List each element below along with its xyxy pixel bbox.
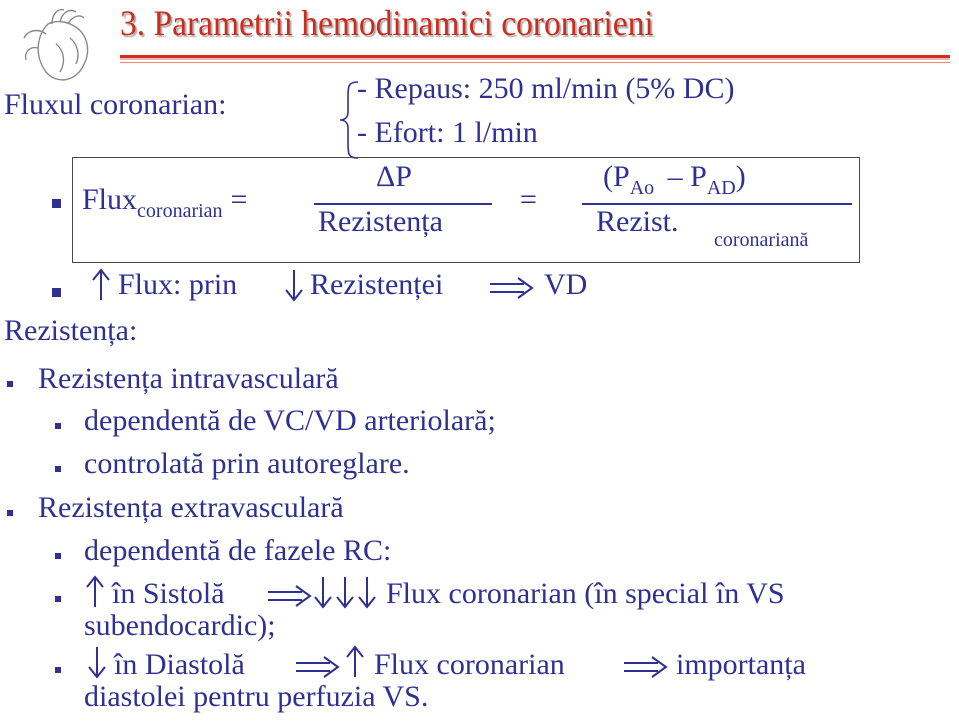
implies-arrow-icon	[488, 276, 536, 300]
diastola-flux-text: Flux coronarian	[374, 648, 565, 681]
dependenta-vc-text: dependentă de VC/VD arteriolară;	[84, 404, 496, 437]
formula-eq2: =	[520, 183, 537, 216]
vd-text: VD	[544, 268, 588, 301]
sistola-rest-text: Flux coronarian (în special în VS	[386, 577, 785, 610]
diastola-cont-text: diastolei pentru perfuzia VS.	[84, 680, 429, 713]
bullet	[55, 423, 61, 429]
importanta-text: importanța	[676, 648, 806, 681]
implies-arrow-icon	[622, 655, 670, 679]
bullet	[55, 466, 61, 472]
arrow-down-icon	[283, 268, 305, 302]
formula-pressure-diff: $(P_{Ao} - P_{AD})$	[603, 160, 746, 199]
flux-prin-text: Flux: prin	[118, 268, 238, 301]
formula-flux: Flux$_{coronarian}$ =	[82, 183, 248, 222]
formula-rezist: Rezist.	[596, 205, 679, 238]
arrow-down-icon	[86, 645, 108, 679]
dependenta-faze-text: dependentă de fazele RC:	[84, 534, 392, 567]
arrow-down-icon	[334, 575, 356, 609]
page-title: 3. Parametrii hemodinamici coronarieni	[120, 3, 654, 43]
bullet	[52, 199, 61, 208]
arrow-up-icon	[344, 645, 366, 679]
efort-line: - Efort: 1 l/min	[357, 116, 538, 149]
arrow-down-icon	[312, 575, 334, 609]
arrow-up-icon	[90, 268, 112, 302]
bullet	[7, 381, 13, 387]
flux-label: Fluxul coronarian:	[4, 88, 227, 121]
in-diastola-text: în Diastolă	[114, 648, 245, 681]
rezistentei-text: Rezistenței	[310, 268, 444, 301]
sistola-cont-text: subendocardic);	[84, 609, 276, 642]
in-sistola-text: în Sistolă	[112, 577, 225, 610]
extravasculara-text: Rezistența extravasculară	[38, 491, 344, 524]
formula-coronariana: coronariană	[714, 229, 809, 251]
bullet	[7, 510, 13, 516]
bullet	[52, 288, 61, 297]
implies-arrow-icon	[266, 584, 314, 608]
title-divider	[120, 55, 950, 58]
formula-delta-p: ΔP	[376, 160, 412, 193]
rezistenta-heading: Rezistența:	[4, 314, 138, 347]
arrow-down-icon	[356, 575, 378, 609]
heart-sketch-icon	[8, 4, 118, 86]
arrow-up-icon	[84, 575, 106, 609]
repaus-line: - Repaus: 250 ml/min (5% DC)	[357, 72, 735, 105]
intravasculara-text: Rezistența intravasculară	[38, 362, 339, 395]
bullet	[55, 553, 61, 559]
title-divider-shadow	[120, 62, 950, 63]
bullet	[55, 667, 61, 673]
controlata-text: controlată prin autoreglare.	[84, 447, 410, 480]
bullet	[55, 596, 61, 602]
formula-rezistenta: Rezistența	[318, 205, 443, 238]
implies-arrow-icon	[294, 655, 342, 679]
